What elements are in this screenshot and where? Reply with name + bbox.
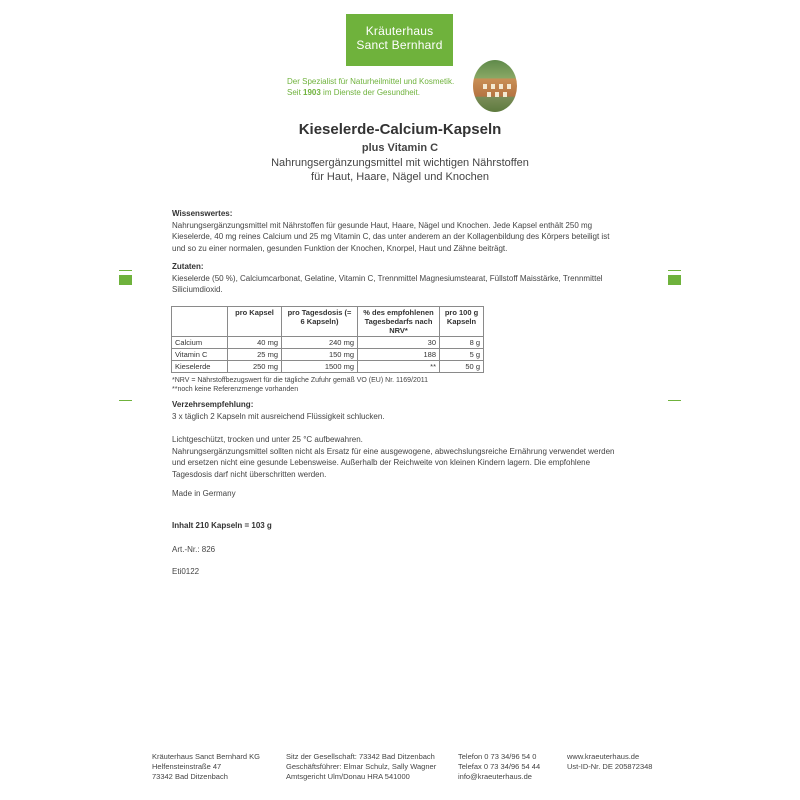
footer-legal [286,752,436,782]
wissenswertes-line: Kieselerde, 40 mg reines Calcium und 25 mg Vitamin C, das unter anderem an der Kollagenbildung des Körpers beteiligt ist [172,232,610,242]
table-cell: 50 g [440,361,484,373]
table-cell: Kieselerde [172,361,228,373]
label-code: Eti0122 [172,567,200,576]
table-header-cell [172,307,228,337]
table-header-row [172,307,484,337]
logo-line-1: Kräuterhaus [365,24,434,38]
table-header-cell: pro Tagesdosis (= 6 Kapseln) [282,307,358,337]
slogan-year: 1903 [303,87,321,97]
verzehr-heading: Verzehrsempfehlung: [172,400,254,409]
footer-line: info@kraeuterhaus.de [458,772,532,781]
footer-line: Telefon 0 73 34/96 54 0 [458,752,537,761]
footer-line: www.kraeuterhaus.de [567,752,640,761]
product-description-2: für Haut, Haare, Nägel und Knochen [311,171,489,183]
footer-line: 73342 Bad Ditzenbach [152,772,228,781]
footer-web [567,752,652,772]
table-cell: 8 g [440,337,484,349]
table-cell: Calcium [172,337,228,349]
right-line-mark-bottom [668,400,681,401]
slogan [287,77,454,98]
section-verzehrsempfehlung [172,399,642,422]
building-photo [473,60,517,112]
table-header-cell: pro Kapsel [228,307,282,337]
table-cell: 188 [358,349,440,361]
zutaten-line: Siliciumdioxid. [172,285,223,295]
wissenswertes-line: und so zu einer normalen, gesunden Funktion der Knochen, Knorpel, Haut und Zähne beiträgt. [172,243,508,253]
footer-line: Amtsgericht Ulm/Donau HRA 541000 [286,772,410,781]
left-line-mark-bottom [119,400,132,401]
table-cell: 240 mg [282,337,358,349]
table-footnote-2: **noch keine Referenzmenge vorhanden [172,386,299,393]
table-row [172,349,484,361]
footer-line: Telefax 0 73 34/96 54 44 [458,762,541,771]
table-cell: 25 mg [228,349,282,361]
content-amount: Inhalt 210 Kapseln = 103 g [172,521,272,530]
section-wissenswertes [172,208,642,254]
hinweis-line: und ersetzen nicht eine gesunde Lebensweise. Außerhalb der Reichweite von kleinen Kindern lagern. Die empfohlene [172,458,591,468]
wissenswertes-line: Nahrungsergänzungsmittel mit Nährstoffen für gesunde Haut, Haare, Nägel und Knochen. Jede Kapsel enthält 250 mg [172,220,593,230]
section-hinweise [172,434,642,480]
table-header-cell: % des empfohlenen Tagesbedarfs nach NRV* [358,307,440,337]
zutaten-line: Kieselerde (50 %), Calciumcarbonat, Gelatine, Vitamin C, Trennmittel Magnesiumstearat, Füllstoff Maisstärke, Trennmittel [172,273,603,283]
footer-line: Kräuterhaus Sanct Bernhard KG [152,752,260,761]
table-cell: Vitamin C [172,349,228,361]
wissenswertes-heading: Wissenswertes: [172,209,233,218]
zutaten-heading: Zutaten: [172,262,204,271]
storage-note: Lichtgeschützt, trocken und unter 25 °C aufbewahren. [172,435,363,444]
table-cell: 5 g [440,349,484,361]
verzehr-line: 3 x täglich 2 Kapseln mit ausreichend Flüssigkeit schlucken. [172,411,385,421]
table-header-cell: pro 100 g Kapseln [440,307,484,337]
table-cell: 30 [358,337,440,349]
table-cell: 1500 mg [282,361,358,373]
table-cell: ** [358,361,440,373]
table-cell: 250 mg [228,361,282,373]
logo-line-2: Sanct Bernhard [356,38,443,52]
slogan-line-2: Seit 1903 im Dienste der Gesundheit. [287,87,420,97]
footer-line: Ust-ID-Nr. DE 205872348 [567,762,653,771]
footer-company [152,752,260,782]
brand-logo [346,14,453,66]
footer-line: Helfensteinstraße 47 [152,762,222,771]
table-row [172,361,484,373]
right-green-mark [668,275,681,285]
left-green-mark [119,275,132,285]
footer-contact [458,752,540,782]
nutrition-table [171,306,484,373]
table-footnote-1: *NRV = Nährstoffbezugswert für die tägliche Zufuhr gemäß VO (EU) Nr. 1169/2011 [172,377,429,384]
hinweis-line: Nahrungsergänzungsmittel sollten nicht als Ersatz für eine ausgewogene, abwechslungsreiche Ernährung verwendet werden [172,446,615,456]
footer-line: Sitz der Gesellschaft: 73342 Bad Ditzenbach [286,752,435,761]
right-line-mark-top [668,270,681,271]
product-description-1: Nahrungsergänzungsmittel mit wichtigen Nährstoffen [271,157,529,169]
origin-note: Made in Germany [172,489,236,498]
slogan-line-1: Der Spezialist für Naturheilmittel und Kosmetik. [287,77,455,86]
section-zutaten [172,261,642,296]
table-row [172,337,484,349]
table-cell: 40 mg [228,337,282,349]
article-number: Art.-Nr.: 826 [172,545,216,554]
footer-line: Geschäftsführer: Elmar Schulz, Sally Wagner [286,762,437,771]
product-subtitle: plus Vitamin C [361,142,439,154]
table-cell: 150 mg [282,349,358,361]
product-title: Kieselerde-Calcium-Kapseln [298,121,502,138]
hinweis-line: Tagesdosis darf nicht überschritten werden. [172,469,327,479]
left-line-mark-top [119,270,132,271]
